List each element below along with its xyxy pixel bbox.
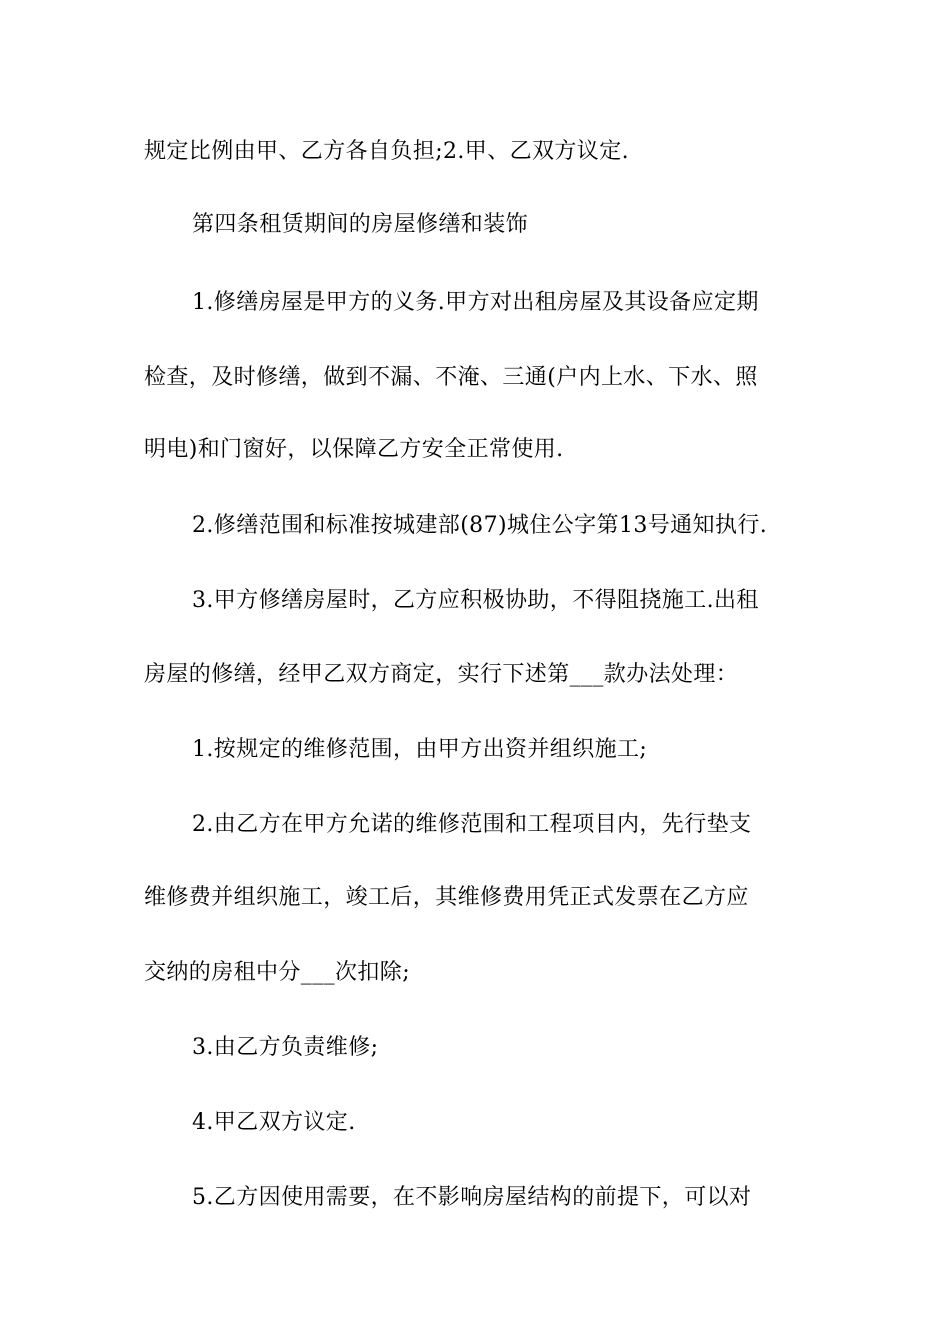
- text-line: 房屋的修缮，经甲乙双方商定，实行下述第___款办法处理：: [144, 662, 739, 687]
- text-line: 规定比例由甲、乙方各自负担;2.甲、乙双方议定.: [144, 139, 629, 164]
- text-line: 交纳的房租中分___次扣除;: [144, 960, 411, 985]
- paragraph-line: 1.修缮房屋是甲方的义务.甲方对出租房屋及其设备应定期: [192, 290, 759, 315]
- list-item: 4.甲乙双方议定.: [192, 1110, 356, 1135]
- paragraph-line: 3.甲方修缮房屋时，乙方应积极协助，不得阻挠施工.出租: [192, 588, 759, 613]
- list-item: 2.由乙方在甲方允诺的维修范围和工程项目内，先行垫支: [192, 812, 752, 837]
- section-heading: 第四条租赁期间的房屋修缮和装饰: [192, 212, 529, 237]
- text-line: 明电)和门窗好，以保障乙方安全正常使用.: [144, 437, 564, 462]
- paragraph-line: 2.修缮范围和标准按城建部(87)城住公字第13号通知执行.: [192, 513, 768, 538]
- list-item: 1.按规定的维修范围，由甲方出资并组织施工;: [192, 737, 648, 762]
- text-line: 维修费并组织施工，竣工后，其维修费用凭正式发票在乙方应: [144, 885, 749, 910]
- list-item: 3.由乙方负责维修;: [192, 1035, 379, 1060]
- text-line: 检查，及时修缮，做到不漏、不淹、三通(户内上水、下水、照: [144, 365, 758, 390]
- list-item: 5.乙方因使用需要，在不影响房屋结构的前提下，可以对: [192, 1185, 752, 1210]
